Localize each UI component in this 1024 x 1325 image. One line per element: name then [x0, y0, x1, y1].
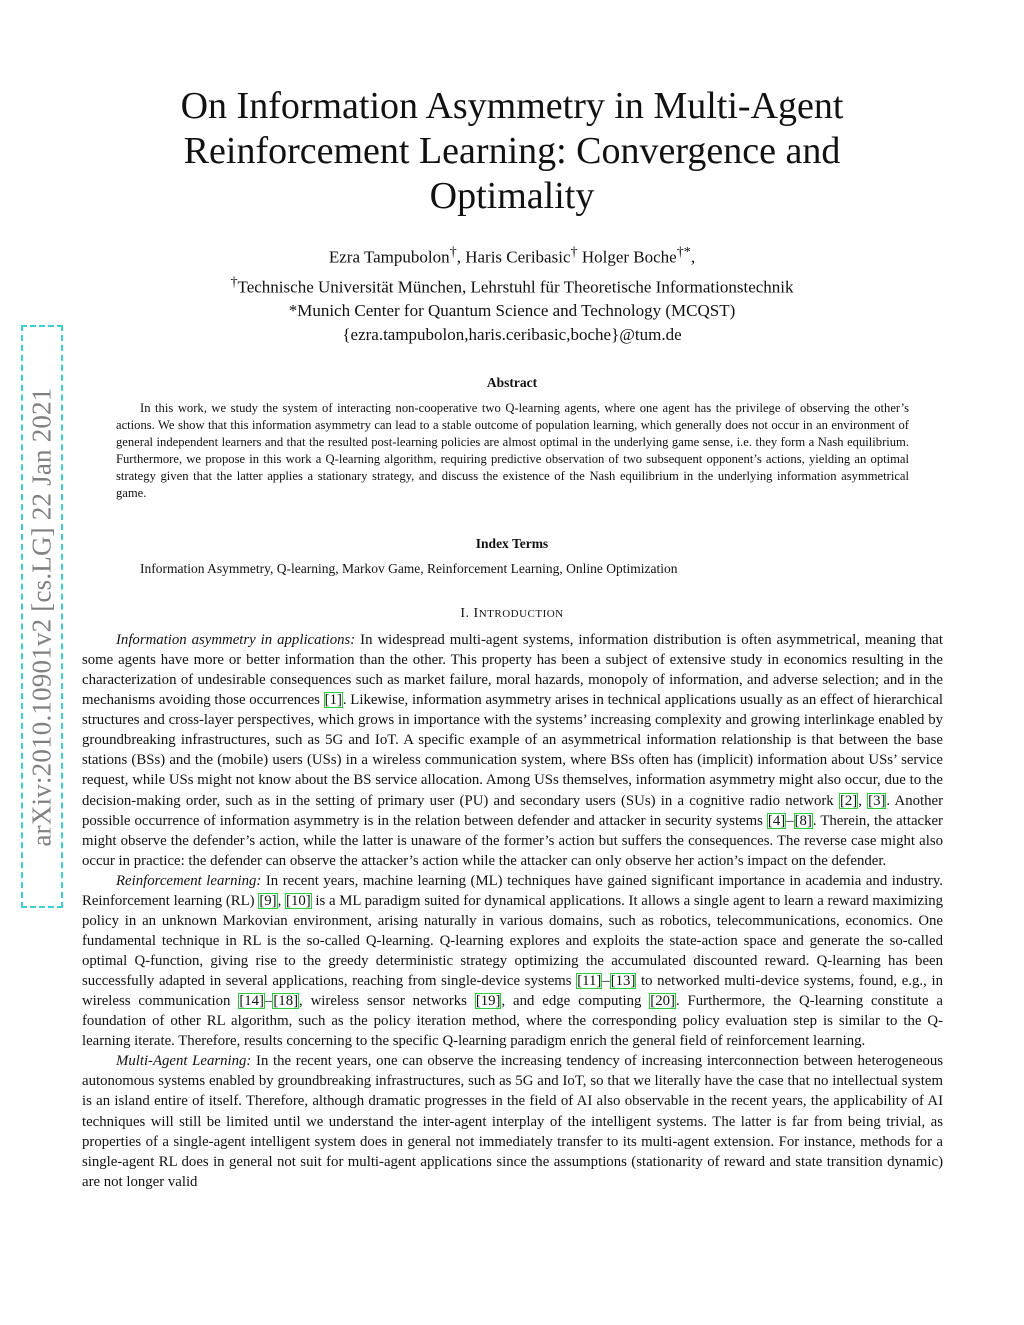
index-terms-body: Information Asymmetry, Q-learning, Markov Game, Reinforcement Learning, Online Optimization [140, 561, 678, 576]
paper-title [0, 84, 1024, 219]
paragraph-reinforcement-learning: Reinforcement learning: In recent years, machine learning (ML) techniques have gained significant importance in academia and industry. Reinforcement learning (RL) [9], [10] is a ML paradigm suited for dynamical applications. It allows a single agent to learn a reward maximizing policy in an unknown Markovian environment, arising naturally in various domains, such as robotics, telecommunications, economics. One fundamental technique in RL is the so-called Q-learning. Q-learning explores and exploits the state-action space and generate the so-called optimal Q-function, giving rise to the greedy deterministic strategy optimizing the accumulated discounted reward. Q-learning has been successfully adapted in several applications, reaching from single-device systems [11]–[13] to networked multi-device systems, found, e.g., in wireless communication [14]–[18], wireless sensor networks [19], and edge computing [20]. Furthermore, the Q-learning constitute a foundation of other RL algorithm, such as the policy iteration method, where the corresponding policy evaluation step is similar to the Q-learning iterate. Therefore, results concerning to the specific Q-learning paradigm enrich the general field of reinforcement learning. [82, 872, 943, 1050]
citation-link[interactable]: [19] [475, 993, 501, 1010]
citation-link[interactable]: [4] [767, 812, 786, 829]
author-names: Ezra Tampubolon†, Haris Ceribasic† Holger Boche†*, [328, 244, 696, 267]
affiliation-mcqst: *Munich Center for Quantum Science and Technology (MCQST) [288, 301, 736, 321]
title-line-1: On Information Asymmetry in Multi-Agent [180, 85, 844, 127]
citation-link[interactable]: [13] [610, 973, 636, 990]
citation-link[interactable]: [14] [239, 993, 264, 1010]
affiliation-tum: †Technische Universität München, Lehrstuhl für Theoretische Informationstechnik [230, 273, 794, 297]
introduction-body [82, 630, 943, 1192]
paragraph-lead: Multi-Agent Learning: [116, 1053, 252, 1070]
paragraph-multi-agent-learning: Multi-Agent Learning: In the recent years, one can observe the increasing tendency of increasing interconnection between heterogeneous autonomous systems enabled by groundbreaking infrastructures, such as 5G and IoT, so that we literally have the case that no intellectual system is an island entire of itself. Therefore, although dramatic progresses in the field of AI also observable in the recent years, the applicability of AI techniques will still be limited until we understand the inter-agent interplay of the intelligent systems. The latter is far from being trivial, as properties of a single-agent intelligent system does in general not immediately transfer to its multi-agent extension. For instance, methods for a single-agent RL does in general not suit for multi-agent applications since the assumptions (stationarity of reward and state transition dynamic) are not longer valid [82, 1053, 943, 1190]
citation-link[interactable]: [3] [868, 792, 886, 809]
citation-link[interactable]: [9] [259, 892, 277, 909]
title-line-3: Optimality [429, 175, 595, 217]
author-emails: {ezra.tampubolon,haris.ceribasic,boche}@tum.de [342, 325, 682, 345]
citation-link[interactable]: [11] [577, 973, 602, 990]
citation-link[interactable]: [20] [650, 993, 675, 1010]
paragraph-information-asymmetry: Information asymmetry in applications: In widespread multi-agent systems, information distribution is often asymmetrical, meaning that some agents have more or better information than the other. This property has been a subject of extensive study in economics resulting in the characterization of undesirable consequences such as market failure, moral hazards, monopoly of information, and adverse selection; and in the mechanisms avoiding those occurrences [1]. Likewise, information asymmetry arises in technical applications usually as an effect of hierarchical structures and cross-layer perspectives, which grows in importance with the systems’ increasing complexity and growing interlinkage enabled by groundbreaking infrastructures, such as 5G and IoT. A specific example of an asymmetrical information relationship is that between the base stations (BSs) and the (mobile) users (USs) in a wireless communication system, where BSs often has (implicit) information about USs’ service request, while USs might not know about the BS service allocation. Among USs themselves, information asymmetry might also occur, due to the decision-making order, such as in the setting of primary user (PU) and secondary users (SUs) in a cognitive radio network [2], [3]. Another possible occurrence of information asymmetry is in the relation between defender and attacker in security systems [4]–[8]. Therein, the attacker might observe the defender’s action, while the latter is unaware of the former’s action but suffers the consequences. The reverse case might also occur in practice: the defender can observe the attacker’s action while the attacker can only observe her action’s impact on the defender. [82, 632, 944, 869]
citation-link[interactable]: [1] [324, 692, 342, 709]
abstract-heading: Abstract [486, 375, 538, 390]
section-heading-introduction: I. INTRODUCTION [460, 606, 564, 621]
paragraph-lead: Information asymmetry in applications: [116, 632, 356, 648]
abstract-body: In this work, we study the system of interacting non-cooperative two Q-learning agents, where one agent has the privilege of observing the other’s actions. We show that this information asymmetry can lead to a stable outcome of population learning, which generally does not occur in an environment of general independent learners and that the resulted post-learning policies are almost optimal in the underlying game sense, i.e. they form a Nash equilibrium. Furthermore, we propose in this work a Q-learning algorithm, requiring predictive observation of two subsequent opponent’s actions, yielding an optimal strategy given that the latter applies a stationary strategy, and discuss the existence of the Nash equilibrium in the underlying information asymmetrical game. [116, 401, 909, 500]
author-block [0, 240, 1024, 347]
arxiv-identifier-text: arXiv:2010.10901v2 [cs.LG] 22 Jan 2021 [26, 386, 57, 847]
citation-link[interactable]: [2] [839, 792, 858, 809]
citation-link[interactable]: [18] [273, 993, 299, 1010]
title-line-2: Reinforcement Learning: Convergence and [183, 130, 841, 172]
citation-link[interactable]: [10] [286, 892, 311, 909]
citation-link[interactable]: [8] [794, 812, 812, 829]
paragraph-lead: Reinforcement learning: [116, 872, 262, 889]
index-terms-heading: Index Terms [475, 536, 549, 551]
